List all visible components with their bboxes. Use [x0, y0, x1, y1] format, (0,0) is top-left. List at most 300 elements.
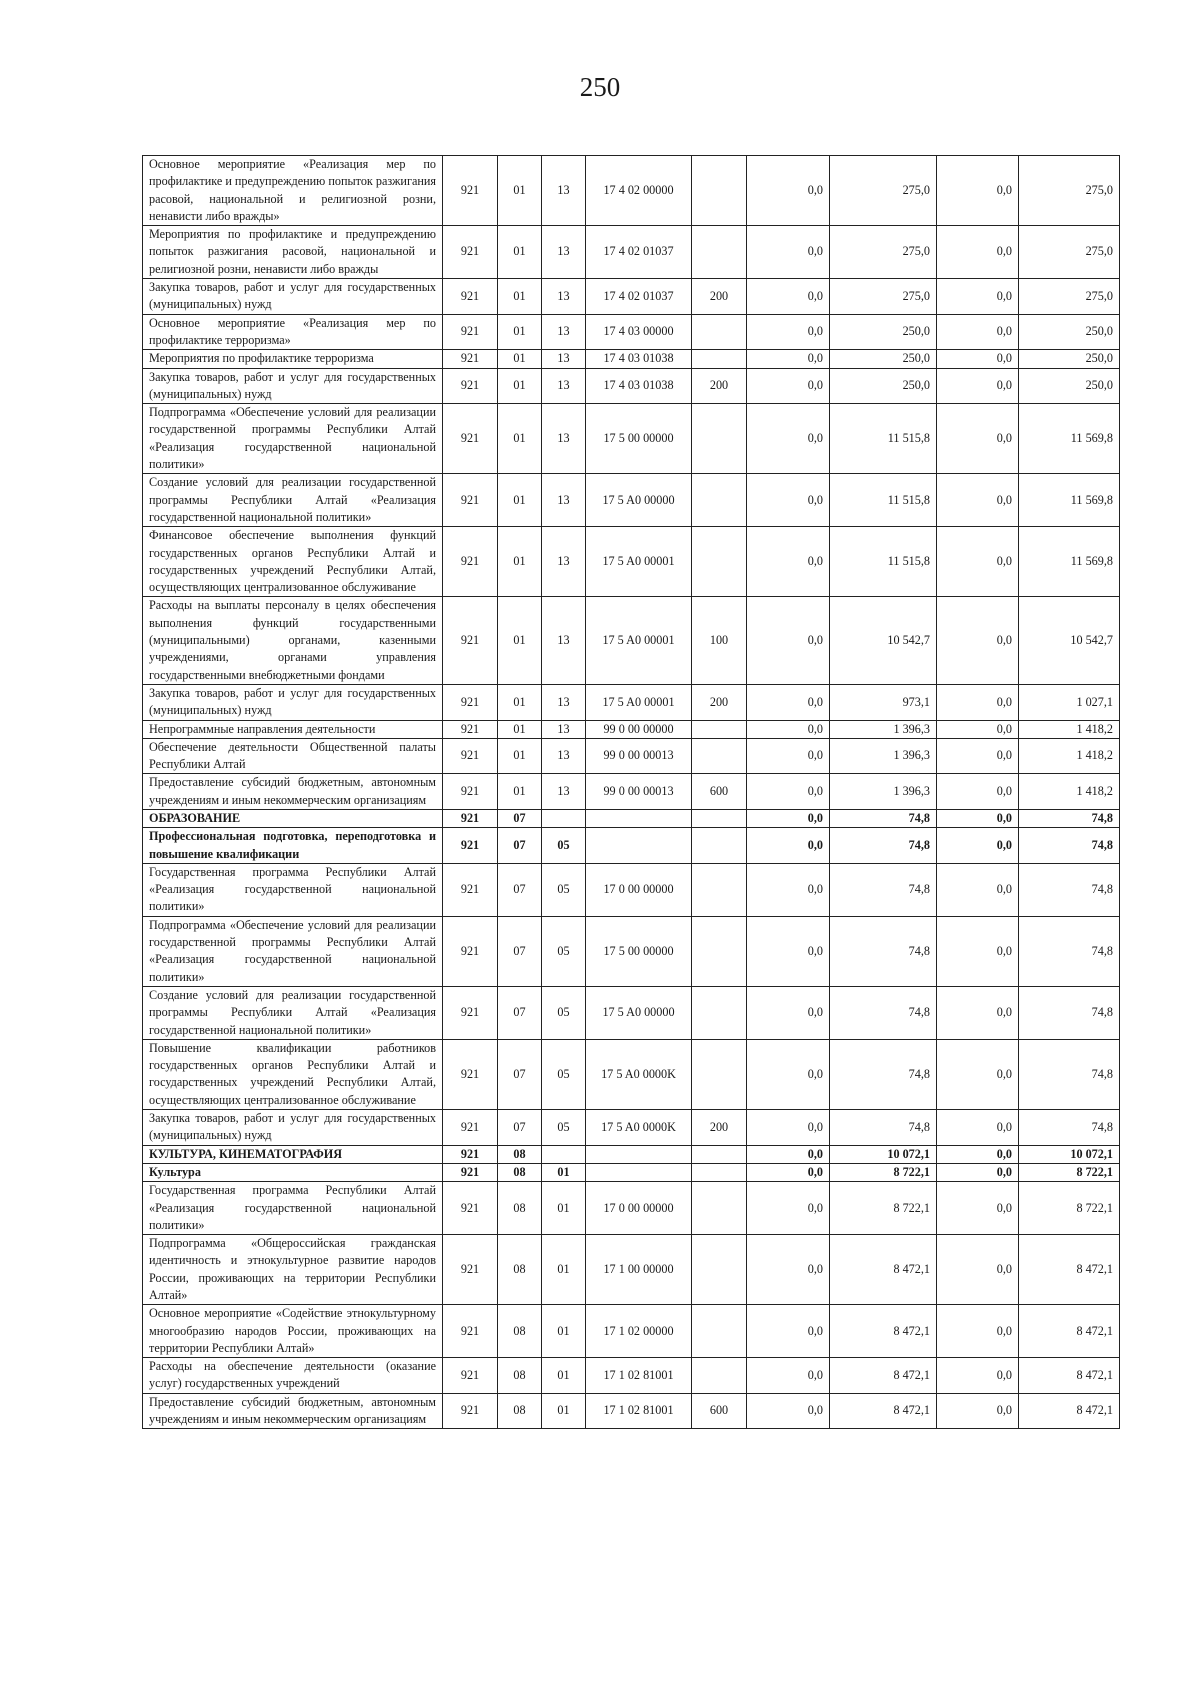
amount-col-4: 1 027,1: [1019, 684, 1120, 720]
table-row: [143, 1235, 1120, 1305]
admin-code: 921: [443, 863, 498, 916]
amount-col-1: 0,0: [747, 404, 830, 474]
expense-type-code: 200: [692, 279, 747, 315]
section-code: 01: [498, 314, 542, 350]
table-row: [143, 156, 1120, 226]
target-article-code: 17 4 02 01037: [586, 279, 692, 315]
table-row: [143, 863, 1120, 916]
amount-col-1: 0,0: [747, 1145, 830, 1163]
table-row: [143, 404, 1120, 474]
admin-code: 921: [443, 156, 498, 226]
subsection-code: 13: [542, 527, 586, 597]
row-name: Мероприятия по профилактике терроризма: [143, 350, 443, 368]
target-article-code: 17 1 02 81001: [586, 1358, 692, 1394]
amount-col-1: 0,0: [747, 774, 830, 810]
subsection-code: 13: [542, 368, 586, 404]
table-row: [143, 986, 1120, 1039]
table-row: [143, 738, 1120, 774]
target-article-code: 17 5 A0 00001: [586, 597, 692, 684]
table-row: [143, 314, 1120, 350]
table-row: [143, 597, 1120, 684]
expense-type-code: 600: [692, 774, 747, 810]
amount-col-4: 10 542,7: [1019, 597, 1120, 684]
expense-type-code: [692, 1235, 747, 1305]
row-name: Непрограммные направления деятельности: [143, 720, 443, 738]
table-row: [143, 527, 1120, 597]
table-row: [143, 684, 1120, 720]
section-code: 08: [498, 1235, 542, 1305]
row-name: Закупка товаров, работ и услуг для государственных (муниципальных) нужд: [143, 368, 443, 404]
amount-col-4: 10 072,1: [1019, 1145, 1120, 1163]
target-article-code: 17 0 00 00000: [586, 863, 692, 916]
subsection-code: 13: [542, 774, 586, 810]
amount-col-2: 8 472,1: [830, 1235, 937, 1305]
amount-col-2: 275,0: [830, 279, 937, 315]
expense-type-code: [692, 1182, 747, 1235]
amount-col-1: 0,0: [747, 684, 830, 720]
amount-col-2: 8 722,1: [830, 1182, 937, 1235]
subsection-code: 01: [542, 1393, 586, 1429]
amount-col-2: 11 515,8: [830, 527, 937, 597]
amount-col-1: 0,0: [747, 916, 830, 986]
amount-col-4: 250,0: [1019, 368, 1120, 404]
amount-col-2: 8 472,1: [830, 1305, 937, 1358]
amount-col-3: 0,0: [937, 1163, 1019, 1181]
amount-col-2: 74,8: [830, 828, 937, 864]
row-name: Профессиональная подготовка, переподготовка и повышение квалификации: [143, 828, 443, 864]
amount-col-3: 0,0: [937, 1145, 1019, 1163]
amount-col-4: 250,0: [1019, 314, 1120, 350]
target-article-code: 17 4 03 01038: [586, 368, 692, 404]
expense-type-code: [692, 916, 747, 986]
amount-col-3: 0,0: [937, 597, 1019, 684]
amount-col-1: 0,0: [747, 597, 830, 684]
row-name: Государственная программа Республики Алтай «Реализация государственной национальной политики»: [143, 1182, 443, 1235]
subsection-code: 13: [542, 684, 586, 720]
subsection-code: 13: [542, 350, 586, 368]
row-name: Подпрограмма «Обеспечение условий для реализации государственной программы Республики Алтай «Реализация государственной национальной политики»: [143, 916, 443, 986]
subsection-code: 05: [542, 1039, 586, 1109]
section-code: 01: [498, 774, 542, 810]
table-row: [143, 368, 1120, 404]
amount-col-4: 8 722,1: [1019, 1182, 1120, 1235]
amount-col-4: 11 569,8: [1019, 474, 1120, 527]
amount-col-3: 0,0: [937, 809, 1019, 827]
amount-col-2: 8 722,1: [830, 1163, 937, 1181]
amount-col-1: 0,0: [747, 474, 830, 527]
target-article-code: 17 5 A0 00001: [586, 527, 692, 597]
section-code: 08: [498, 1393, 542, 1429]
row-name: Мероприятия по профилактике и предупреждению попыток разжигания расовой, национальной и религиозной розни, ненависти либо вражды: [143, 226, 443, 279]
admin-code: 921: [443, 720, 498, 738]
row-name: Расходы на обеспечение деятельности (оказание услуг) государственных учреждений: [143, 1358, 443, 1394]
amount-col-4: 8 722,1: [1019, 1163, 1120, 1181]
amount-col-3: 0,0: [937, 474, 1019, 527]
amount-col-4: 74,8: [1019, 828, 1120, 864]
section-code: 01: [498, 279, 542, 315]
expense-type-code: 200: [692, 368, 747, 404]
amount-col-4: 74,8: [1019, 1039, 1120, 1109]
amount-col-3: 0,0: [937, 863, 1019, 916]
admin-code: 921: [443, 809, 498, 827]
row-name: Предоставление субсидий бюджетным, автономным учреждениям и иным некоммерческим организациям: [143, 1393, 443, 1429]
expense-type-code: [692, 1358, 747, 1394]
target-article-code: 17 5 A0 00000: [586, 474, 692, 527]
row-name: Предоставление субсидий бюджетным, автономным учреждениям и иным некоммерческим организациям: [143, 774, 443, 810]
admin-code: 921: [443, 1358, 498, 1394]
amount-col-2: 74,8: [830, 809, 937, 827]
section-code: 07: [498, 809, 542, 827]
amount-col-3: 0,0: [937, 828, 1019, 864]
table-row: [143, 720, 1120, 738]
expense-type-code: [692, 1305, 747, 1358]
amount-col-4: 275,0: [1019, 279, 1120, 315]
section-code: 01: [498, 474, 542, 527]
row-name: Создание условий для реализации государственной программы Республики Алтай «Реализация государственной национальной политики»: [143, 986, 443, 1039]
amount-col-3: 0,0: [937, 1039, 1019, 1109]
amount-col-2: 74,8: [830, 916, 937, 986]
row-name: Подпрограмма «Обеспечение условий для реализации государственной программы Республики Алтай «Реализация государственной национальной политики»: [143, 404, 443, 474]
amount-col-4: 74,8: [1019, 863, 1120, 916]
section-code: 08: [498, 1145, 542, 1163]
subsection-code: 13: [542, 226, 586, 279]
admin-code: 921: [443, 597, 498, 684]
table-row: [143, 1110, 1120, 1146]
amount-col-4: 1 418,2: [1019, 720, 1120, 738]
target-article-code: 17 5 A0 0000K: [586, 1039, 692, 1109]
amount-col-4: 74,8: [1019, 986, 1120, 1039]
section-code: 01: [498, 597, 542, 684]
admin-code: 921: [443, 916, 498, 986]
amount-col-2: 250,0: [830, 314, 937, 350]
amount-col-2: 74,8: [830, 863, 937, 916]
subsection-code: 01: [542, 1358, 586, 1394]
amount-col-1: 0,0: [747, 314, 830, 350]
target-article-code: 17 1 02 00000: [586, 1305, 692, 1358]
target-article-code: 17 5 A0 00000: [586, 986, 692, 1039]
section-code: 01: [498, 720, 542, 738]
admin-code: 921: [443, 527, 498, 597]
amount-col-2: 973,1: [830, 684, 937, 720]
admin-code: 921: [443, 314, 498, 350]
row-name: КУЛЬТУРА, КИНЕМАТОГРАФИЯ: [143, 1145, 443, 1163]
subsection-code: 13: [542, 720, 586, 738]
table-row: [143, 1305, 1120, 1358]
budget-table: [142, 155, 1120, 1429]
subsection-code: 13: [542, 738, 586, 774]
expense-type-code: [692, 809, 747, 827]
amount-col-3: 0,0: [937, 314, 1019, 350]
amount-col-3: 0,0: [937, 1235, 1019, 1305]
expense-type-code: [692, 1039, 747, 1109]
expense-type-code: [692, 986, 747, 1039]
subsection-code: 01: [542, 1235, 586, 1305]
table-row: [143, 1039, 1120, 1109]
amount-col-2: 1 396,3: [830, 774, 937, 810]
section-code: 07: [498, 828, 542, 864]
admin-code: 921: [443, 1235, 498, 1305]
amount-col-2: 8 472,1: [830, 1358, 937, 1394]
amount-col-3: 0,0: [937, 1358, 1019, 1394]
amount-col-3: 0,0: [937, 986, 1019, 1039]
expense-type-code: [692, 738, 747, 774]
amount-col-3: 0,0: [937, 1110, 1019, 1146]
amount-col-4: 275,0: [1019, 226, 1120, 279]
row-name: ОБРАЗОВАНИЕ: [143, 809, 443, 827]
expense-type-code: 200: [692, 684, 747, 720]
amount-col-4: 1 418,2: [1019, 738, 1120, 774]
admin-code: 921: [443, 279, 498, 315]
target-article-code: [586, 828, 692, 864]
target-article-code: 17 5 00 00000: [586, 404, 692, 474]
amount-col-2: 250,0: [830, 368, 937, 404]
amount-col-3: 0,0: [937, 1393, 1019, 1429]
row-name: Закупка товаров, работ и услуг для государственных (муниципальных) нужд: [143, 279, 443, 315]
expense-type-code: [692, 720, 747, 738]
subsection-code: [542, 1145, 586, 1163]
target-article-code: 17 1 02 81001: [586, 1393, 692, 1429]
amount-col-4: 1 418,2: [1019, 774, 1120, 810]
row-name: Повышение квалификации работников государственных органов Республики Алтай и государственных учреждений Республики Алтай, осуществляющих централизованное обслуживание: [143, 1039, 443, 1109]
admin-code: 921: [443, 828, 498, 864]
amount-col-2: 74,8: [830, 1110, 937, 1146]
amount-col-2: 74,8: [830, 986, 937, 1039]
subsection-code: 13: [542, 156, 586, 226]
amount-col-4: 250,0: [1019, 350, 1120, 368]
section-code: 08: [498, 1358, 542, 1394]
section-code: 07: [498, 863, 542, 916]
table-row: [143, 350, 1120, 368]
amount-col-3: 0,0: [937, 1305, 1019, 1358]
subsection-code: 05: [542, 863, 586, 916]
table-row: [143, 474, 1120, 527]
subsection-code: 05: [542, 986, 586, 1039]
table-row: [143, 1358, 1120, 1394]
admin-code: 921: [443, 226, 498, 279]
table-row: [143, 1393, 1120, 1429]
amount-col-3: 0,0: [937, 368, 1019, 404]
subsection-code: 13: [542, 597, 586, 684]
subsection-code: 13: [542, 404, 586, 474]
section-code: 01: [498, 350, 542, 368]
target-article-code: 17 4 02 01037: [586, 226, 692, 279]
target-article-code: 99 0 00 00000: [586, 720, 692, 738]
row-name: Закупка товаров, работ и услуг для государственных (муниципальных) нужд: [143, 684, 443, 720]
amount-col-2: 74,8: [830, 1039, 937, 1109]
subsection-code: 05: [542, 828, 586, 864]
amount-col-3: 0,0: [937, 527, 1019, 597]
row-name: Основное мероприятие «Реализация мер по профилактике и предупреждению попыток разжигания расовой, национальной и религиозной розни, ненависти либо вражды»: [143, 156, 443, 226]
section-code: 01: [498, 684, 542, 720]
amount-col-2: 275,0: [830, 156, 937, 226]
amount-col-1: 0,0: [747, 1163, 830, 1181]
admin-code: 921: [443, 1163, 498, 1181]
subsection-code: 01: [542, 1305, 586, 1358]
subsection-code: 05: [542, 916, 586, 986]
target-article-code: [586, 1163, 692, 1181]
amount-col-2: 8 472,1: [830, 1393, 937, 1429]
amount-col-1: 0,0: [747, 986, 830, 1039]
expense-type-code: [692, 1163, 747, 1181]
admin-code: 921: [443, 1182, 498, 1235]
table-row: [143, 774, 1120, 810]
amount-col-4: 74,8: [1019, 809, 1120, 827]
row-name: Культура: [143, 1163, 443, 1181]
admin-code: 921: [443, 684, 498, 720]
amount-col-1: 0,0: [747, 1305, 830, 1358]
row-name: Государственная программа Республики Алтай «Реализация государственной национальной политики»: [143, 863, 443, 916]
admin-code: 921: [443, 774, 498, 810]
amount-col-3: 0,0: [937, 916, 1019, 986]
table-row: [143, 226, 1120, 279]
target-article-code: 17 4 03 00000: [586, 314, 692, 350]
row-name: Основное мероприятие «Реализация мер по профилактике терроризма»: [143, 314, 443, 350]
amount-col-4: 275,0: [1019, 156, 1120, 226]
amount-col-1: 0,0: [747, 738, 830, 774]
row-name: Подпрограмма «Общероссийская гражданская идентичность и этнокультурное развитие народов России, проживающих на территории Республики Алтай»: [143, 1235, 443, 1305]
amount-col-1: 0,0: [747, 1358, 830, 1394]
subsection-code: 13: [542, 314, 586, 350]
section-code: 07: [498, 986, 542, 1039]
expense-type-code: 600: [692, 1393, 747, 1429]
amount-col-4: 8 472,1: [1019, 1358, 1120, 1394]
section-code: 01: [498, 527, 542, 597]
target-article-code: 17 5 A0 00001: [586, 684, 692, 720]
table-row: [143, 1182, 1120, 1235]
amount-col-2: 11 515,8: [830, 474, 937, 527]
expense-type-code: [692, 828, 747, 864]
section-code: 08: [498, 1305, 542, 1358]
admin-code: 921: [443, 474, 498, 527]
subsection-code: 05: [542, 1110, 586, 1146]
subsection-code: 13: [542, 279, 586, 315]
row-name: Создание условий для реализации государственной программы Республики Алтай «Реализация государственной национальной политики»: [143, 474, 443, 527]
amount-col-4: 8 472,1: [1019, 1393, 1120, 1429]
amount-col-3: 0,0: [937, 279, 1019, 315]
amount-col-3: 0,0: [937, 404, 1019, 474]
amount-col-3: 0,0: [937, 684, 1019, 720]
admin-code: 921: [443, 350, 498, 368]
expense-type-code: [692, 863, 747, 916]
target-article-code: 17 1 00 00000: [586, 1235, 692, 1305]
target-article-code: 17 4 03 01038: [586, 350, 692, 368]
page-number: 250: [579, 72, 621, 102]
admin-code: 921: [443, 404, 498, 474]
row-name: Основное мероприятие «Содействие этнокультурному многообразию народов России, проживающих на территории Республики Алтай»: [143, 1305, 443, 1358]
admin-code: 921: [443, 986, 498, 1039]
amount-col-2: 250,0: [830, 350, 937, 368]
admin-code: 921: [443, 1039, 498, 1109]
amount-col-4: 11 569,8: [1019, 527, 1120, 597]
table-row: [143, 1145, 1120, 1163]
section-code: 07: [498, 1039, 542, 1109]
amount-col-1: 0,0: [747, 350, 830, 368]
expense-type-code: [692, 226, 747, 279]
expense-type-code: 200: [692, 1110, 747, 1146]
amount-col-4: 74,8: [1019, 1110, 1120, 1146]
admin-code: 921: [443, 1145, 498, 1163]
target-article-code: 17 5 A0 0000K: [586, 1110, 692, 1146]
row-name: Обеспечение деятельности Общественной палаты Республики Алтай: [143, 738, 443, 774]
expense-type-code: [692, 474, 747, 527]
row-name: Финансовое обеспечение выполнения функций государственных органов Республики Алтай и государственных учреждений Республики Алтай, осуществляющих централизованное обслуживание: [143, 527, 443, 597]
admin-code: 921: [443, 1305, 498, 1358]
amount-col-4: 11 569,8: [1019, 404, 1120, 474]
amount-col-3: 0,0: [937, 226, 1019, 279]
section-code: 07: [498, 916, 542, 986]
subsection-code: 01: [542, 1182, 586, 1235]
amount-col-3: 0,0: [937, 156, 1019, 226]
target-article-code: 17 5 00 00000: [586, 916, 692, 986]
amount-col-4: 8 472,1: [1019, 1235, 1120, 1305]
section-code: 08: [498, 1182, 542, 1235]
amount-col-3: 0,0: [937, 774, 1019, 810]
expense-type-code: [692, 404, 747, 474]
amount-col-2: 10 542,7: [830, 597, 937, 684]
amount-col-1: 0,0: [747, 1110, 830, 1146]
section-code: 01: [498, 368, 542, 404]
amount-col-2: 1 396,3: [830, 738, 937, 774]
amount-col-1: 0,0: [747, 156, 830, 226]
amount-col-1: 0,0: [747, 226, 830, 279]
target-article-code: [586, 809, 692, 827]
amount-col-1: 0,0: [747, 527, 830, 597]
expense-type-code: [692, 527, 747, 597]
amount-col-3: 0,0: [937, 720, 1019, 738]
target-article-code: 17 0 00 00000: [586, 1182, 692, 1235]
table-row: [143, 1163, 1120, 1181]
amount-col-4: 74,8: [1019, 916, 1120, 986]
amount-col-1: 0,0: [747, 863, 830, 916]
row-name: Расходы на выплаты персоналу в целях обеспечения выполнения функций государственными (муниципальными) органами, казенными учреждениями, органами управления государственными внебюджетными фондами: [143, 597, 443, 684]
admin-code: 921: [443, 1110, 498, 1146]
amount-col-1: 0,0: [747, 828, 830, 864]
amount-col-1: 0,0: [747, 368, 830, 404]
section-code: 07: [498, 1110, 542, 1146]
amount-col-2: 1 396,3: [830, 720, 937, 738]
section-code: 08: [498, 1163, 542, 1181]
section-code: 01: [498, 156, 542, 226]
target-article-code: 99 0 00 00013: [586, 738, 692, 774]
amount-col-1: 0,0: [747, 1182, 830, 1235]
amount-col-1: 0,0: [747, 1393, 830, 1429]
expense-type-code: [692, 350, 747, 368]
amount-col-1: 0,0: [747, 720, 830, 738]
subsection-code: 13: [542, 474, 586, 527]
table-row: [143, 916, 1120, 986]
subsection-code: 01: [542, 1163, 586, 1181]
target-article-code: 17 4 02 00000: [586, 156, 692, 226]
target-article-code: 99 0 00 00013: [586, 774, 692, 810]
amount-col-2: 11 515,8: [830, 404, 937, 474]
expense-type-code: [692, 1145, 747, 1163]
amount-col-2: 10 072,1: [830, 1145, 937, 1163]
target-article-code: [586, 1145, 692, 1163]
amount-col-3: 0,0: [937, 1182, 1019, 1235]
amount-col-1: 0,0: [747, 1039, 830, 1109]
admin-code: 921: [443, 738, 498, 774]
amount-col-3: 0,0: [937, 350, 1019, 368]
section-code: 01: [498, 738, 542, 774]
admin-code: 921: [443, 368, 498, 404]
amount-col-1: 0,0: [747, 279, 830, 315]
row-name: Закупка товаров, работ и услуг для государственных (муниципальных) нужд: [143, 1110, 443, 1146]
section-code: 01: [498, 404, 542, 474]
section-code: 01: [498, 226, 542, 279]
table-row: [143, 809, 1120, 827]
expense-type-code: 100: [692, 597, 747, 684]
amount-col-1: 0,0: [747, 1235, 830, 1305]
